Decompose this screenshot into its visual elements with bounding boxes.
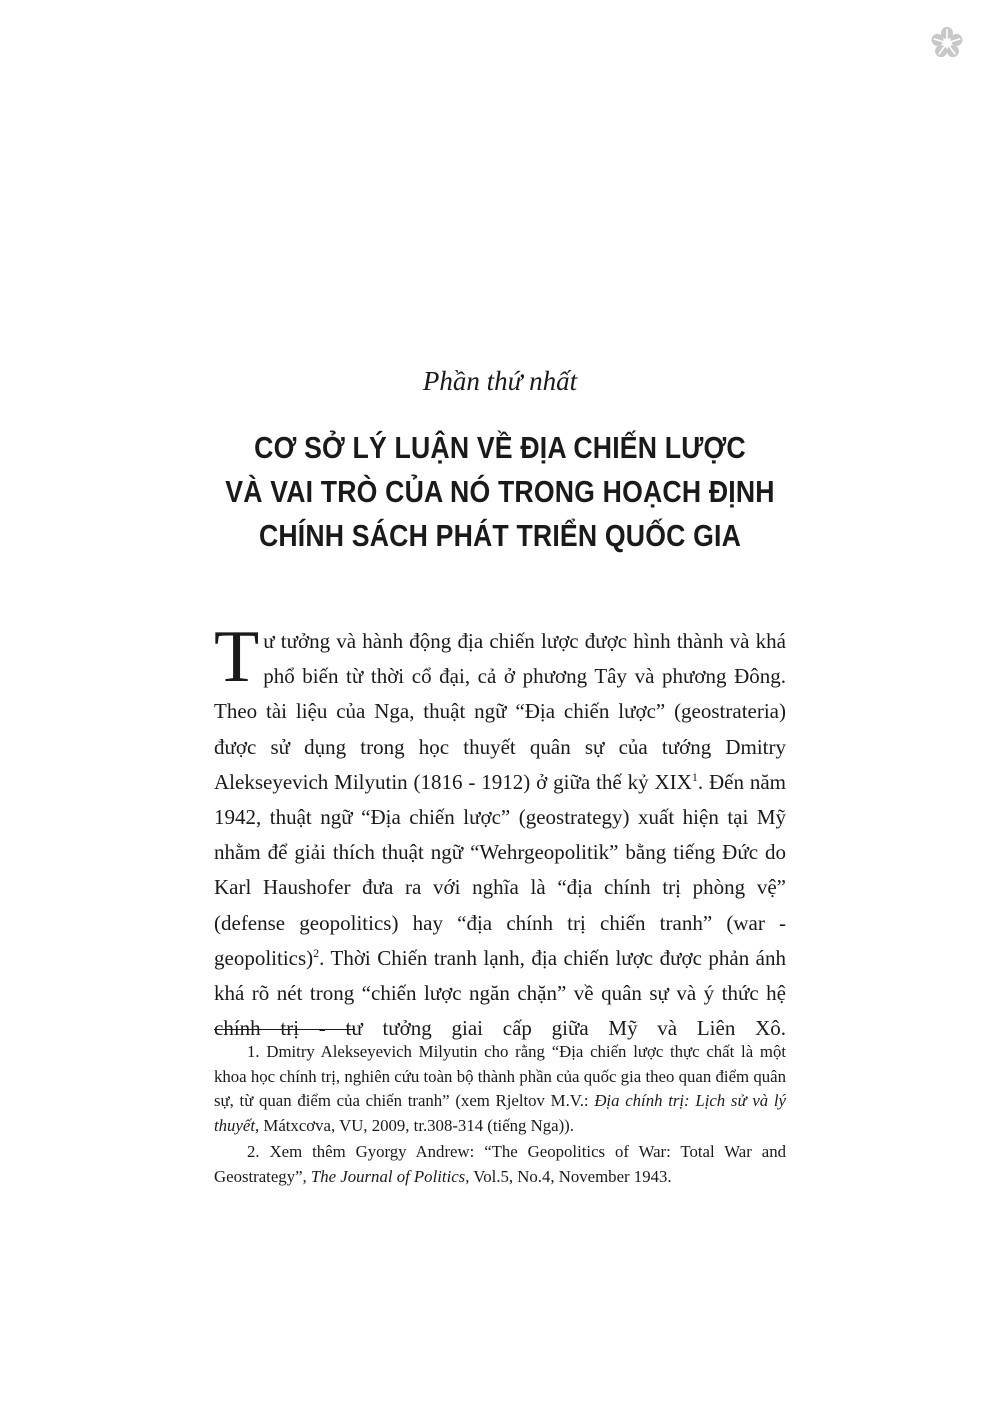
chapter-title-line-2: VÀ VAI TRÒ CỦA NÓ TRONG HOẠCH ĐỊNH xyxy=(225,474,775,509)
footnote-2 xyxy=(214,1140,786,1189)
chapter-title xyxy=(70,426,930,558)
footnote-2-italic-title: The Journal of Politics xyxy=(310,1166,466,1186)
chapter-title-line-3: CHÍNH SÁCH PHÁT TRIỂN QUỐC GIA xyxy=(258,518,742,553)
chapter-title-line-1: CƠ SỞ LÝ LUẬN VỀ ĐỊA CHIẾN LƯỢC xyxy=(254,430,746,465)
footnote-1-text-b: Mátxcơva, VU, 2009, tr.308-314 (tiếng Nga)). xyxy=(259,1115,574,1135)
body-text-segment-3: . Thời Chiến tranh lạnh, địa chiến lược được phản ánh khá rõ nét trong “chiến lược ngăn chặn” về quân sự và ý thức hệ chính trị - tư tưởng giai cấp giữa Mỹ và Liên Xô. xyxy=(214,945,786,1041)
footnote-ref-2: 2 xyxy=(313,945,320,960)
body-text-segment-2: . Đến năm 1942, thuật ngữ “Địa chiến lược” (geostrategy) xuất hiện tại Mỹ nhằm để giải thích thuật ngữ “Wehrgeopolitik” bằng tiếng Đức do Karl Haushofer đưa ra với nghĩa là “địa chính trị phòng vệ” (defense geopolitics) hay “địa chính trị chiến tranh” (war - geopolitics) xyxy=(214,769,786,970)
flower-ornament-icon xyxy=(930,26,964,60)
footnote-1-italic-title: Địa chính trị: Lịch sử và lý thuyết, xyxy=(214,1091,786,1135)
part-label: Phần thứ nhất xyxy=(422,366,578,396)
drop-cap: T xyxy=(214,616,260,698)
footnote-2-text-b: , Vol.5, No.4, November 1943. xyxy=(465,1166,672,1186)
body-text-segment-1: ư tưởng và hành động địa chiến lược được hình thành và khá phổ biến từ thời cổ đại, cả ở phương Tây và phương Đông. Theo tài liệu của Nga, thuật ngữ “Địa chiến lược” (geostrateria) được sử dụng trong học thuyết quân sự của tướng Dmitry Alekseyevich Milyutin (1816 - 1912) ở giữa thế kỷ XIX xyxy=(214,629,786,794)
footnote-1 xyxy=(214,1040,786,1138)
footnote-2-text-a: 2. Xem thêm Gyorgy Andrew: “The Geopolitics of War: Total War and Geostrategy”, xyxy=(214,1142,786,1186)
footnotes xyxy=(214,1040,786,1192)
footnote-1-text-a: 1. Dmitry Alekseyevich Milyutin cho rằng “Địa chiến lược thực chất là một khoa học chính trị, nghiên cứu toàn bộ thành phần của quốc gia theo quan điểm quân sự, từ quan điểm của chiến tranh” (xem Rjeltov M.V.: xyxy=(214,1042,786,1111)
body-paragraph xyxy=(214,616,786,1046)
footnote-divider xyxy=(214,1029,355,1030)
footnote-ref-1: 1 xyxy=(691,769,698,784)
